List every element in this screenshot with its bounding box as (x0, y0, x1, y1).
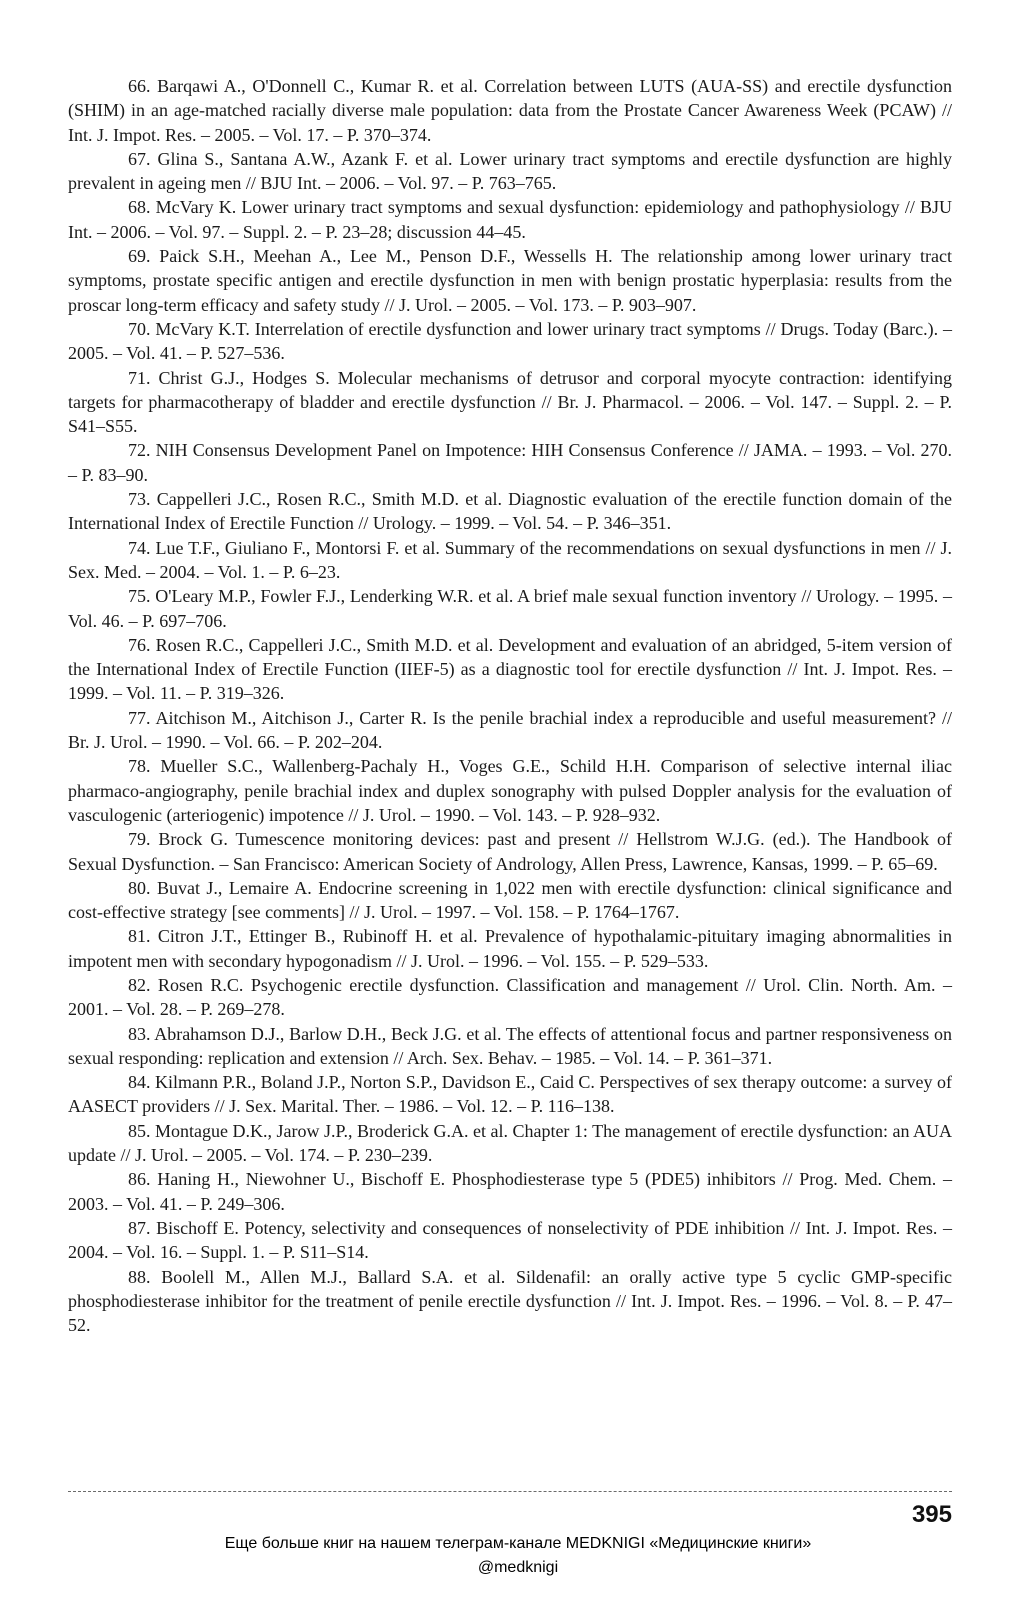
reference-item: 75. O'Leary M.P., Fowler F.J., Lenderking W.R. et al. A brief male sexual function inventory // Urology. – 1995. – Vol. 46. – P. 697–706. (68, 586, 952, 631)
reference-item: 72. NIH Consensus Development Panel on Impotence: HIH Consensus Conference // JAMA. – 1993. – Vol. 270. – P. 83–90. (68, 440, 952, 485)
reference-item: 68. McVary K. Lower urinary tract symptoms and sexual dysfunction: epidemiology and pathophysiology // BJU Int. – 2006. – Vol. 97. – Suppl. 2. – P. 23–28; discussion 44–45. (68, 197, 952, 242)
reference-item: 74. Lue T.F., Giuliano F., Montorsi F. et al. Summary of the recommendations on sexual dysfunctions in men // J. Sex. Med. – 2004. – Vol. 1. – P. 6–23. (68, 537, 952, 582)
reference-item: 73. Cappelleri J.C., Rosen R.C., Smith M.D. et al. Diagnostic evaluation of the erectile function domain of the International Index of Erectile Function // Urology. – 1999. – Vol. 54. – P. 346–351. (68, 489, 952, 534)
reference-item: 76. Rosen R.C., Cappelleri J.C., Smith M.D. et al. Development and evaluation of an abridged, 5-item version of the International Index of Erectile Function (IIEF-5) as a diagnostic tool for erectile dysfunction // Int. J. Impot. Res. – 1999. – Vol. 11. – P. 319–326. (68, 634, 952, 704)
reference-item: 69. Paick S.H., Meehan A., Lee M., Penson D.F., Wessells H. The relationship among lower urinary tract symptoms, prostate specific antigen and erectile dysfunction in men with benign prostatic hyperplasia: results from the proscar long-term efficacy and safety study // J. Urol. – 2005. – Vol. 173. – P. 903–907. (68, 246, 952, 315)
reference-item: 81. Citron J.T., Ettinger B., Rubinoff H. et al. Prevalence of hypothalamic-pituitary imaging abnormalities in impotent men with secondary hypogonadism // J. Urol. – 1996. – Vol. 155. – P. 529–533. (68, 926, 952, 971)
reference-item: 77. Aitchison M., Aitchison J., Carter R. Is the penile brachial index a reproducible and useful measurement? // Br. J. Urol. – 1990. – Vol. 66. – P. 202–204. (68, 707, 952, 753)
reference-item: 85. Montague D.K., Jarow J.P., Broderick G.A. et al. Chapter 1: The management of erectile dysfunction: an AUA update // J. Urol. – 2005. – Vol. 174. – P. 230–239. (68, 1120, 952, 1166)
reference-item: 78. Mueller S.C., Wallenberg-Pachaly H., Voges G.E., Schild H.H. Comparison of selective internal iliac pharmaco-angiography, penile brachial index and duplex sonography with pulsed Doppler analysis for the evaluation of vasculogenic (arteriogenic) impotence // J. Urol. – 1990. – Vol. 143. – P. 928–932. (68, 756, 952, 825)
promo-text: Еще больше книг на нашем телеграм-канале MEDKNIGI «Медицинские книги» (224, 1535, 812, 1552)
reference-item: 82. Rosen R.C. Psychogenic erectile dysfunction. Classification and management // Urol. Clin. North. Am. – 2001. – Vol. 28. – P. 269–278. (68, 974, 952, 1020)
reference-item: 87. Bischoff E. Potency, selectivity and consequences of nonselectivity of PDE inhibition // Int. J. Impot. Res. – 2004. – Vol. 16. – Suppl. 1. – P. S11–S14. (68, 1217, 952, 1263)
promo-footer (0, 1532, 1036, 1580)
reference-list (68, 74, 952, 1337)
reference-item: 66. Barqawi A., O'Donnell C., Kumar R. et al. Correlation between LUTS (AUA-SS) and erectile dysfunction (SHIM) in an age-matched racially diverse male population: data from the Prostate Cancer Awareness Week (PCAW) // Int. J. Impot. Res. – 2005. – Vol. 17. – P. 370–374. (68, 76, 952, 145)
reference-item: 83. Abrahamson D.J., Barlow D.H., Beck J.G. et al. The effects of attentional focus and partner responsiveness on sexual responding: replication and extension // Arch. Sex. Behav. – 1985. – Vol. 14. – P. 361–371. (68, 1023, 952, 1068)
footer-divider (68, 1491, 952, 1492)
reference-item: 70. McVary K.T. Interrelation of erectile dysfunction and lower urinary tract symptoms // Drugs. Today (Barc.). – 2005. – Vol. 41. – P. 527–536. (68, 318, 952, 364)
reference-item: 71. Christ G.J., Hodges S. Molecular mechanisms of detrusor and corporal myocyte contraction: identifying targets for pharmacotherapy of bladder and erectile dysfunction // Br. J. Pharmacol. – 2006. – Vol. 147. – Suppl. 2. – P. S41–S55. (68, 367, 952, 437)
reference-item: 84. Kilmann P.R., Boland J.P., Norton S.P., Davidson E., Caid C. Perspectives of sex therapy outcome: a survey of AASECT providers // J. Sex. Marital. Ther. – 1986. – Vol. 12. – P. 116–138. (68, 1072, 952, 1117)
reference-item: 79. Brock G. Tumescence monitoring devices: past and present // Hellstrom W.J.G. (ed.). The Handbook of Sexual Dysfunction. – San Francisco: American Society of Andrology, Allen Press, Lawrence, Kansas, 1999. – P. 65–69. (68, 829, 952, 874)
reference-item: 80. Buvat J., Lemaire A. Endocrine screening in 1,022 men with erectile dysfunction: clinical significance and cost-effective strategy [see comments] // J. Urol. – 1997. – Vol. 158. – P. 1764–1767. (68, 877, 952, 923)
reference-item: 86. Haning H., Niewohner U., Bischoff E. Phosphodiesterase type 5 (PDE5) inhibitors // Prog. Med. Chem. – 2003. – Vol. 41. – P. 249–306. (68, 1169, 952, 1214)
promo-handle: @medknigi (477, 1559, 559, 1576)
reference-item: 88. Boolell M., Allen M.J., Ballard S.A. et al. Sildenafil: an orally active type 5 cyclic GMP-specific phosphodiesterase inhibitor for the treatment of penile erectile dysfunction // Int. J. Impot. Res. – 1996. – Vol. 8. – P. 47–52. (68, 1266, 952, 1336)
page-number: 395 (911, 1501, 952, 1528)
reference-item: 67. Glina S., Santana A.W., Azank F. et al. Lower urinary tract symptoms and erectile dysfunction are highly prevalent in ageing men // BJU Int. – 2006. – Vol. 97. – P. 763–765. (68, 148, 952, 194)
